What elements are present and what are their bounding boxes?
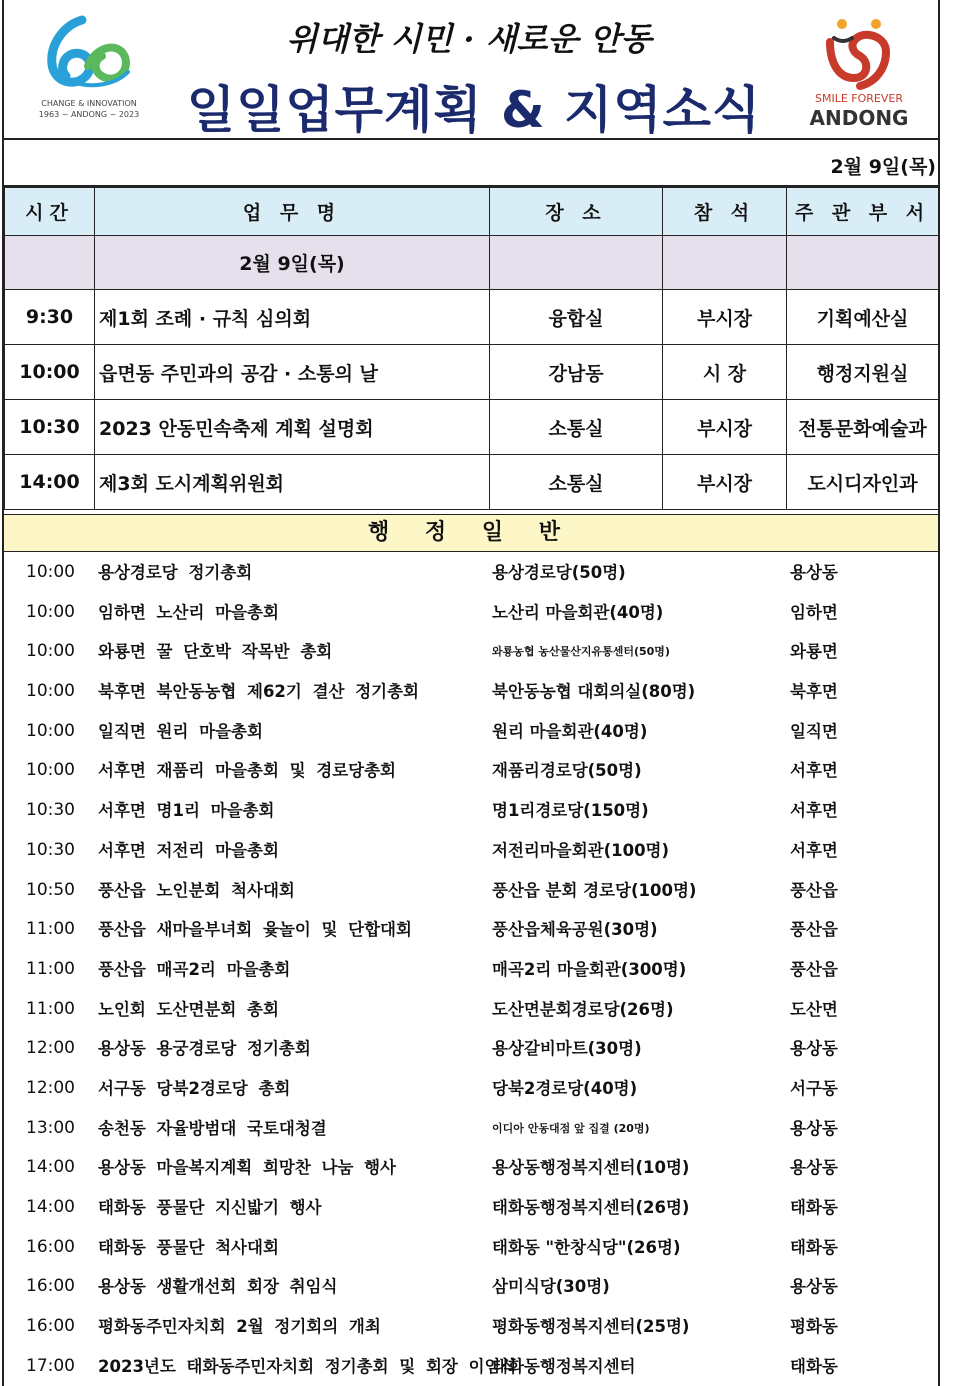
item-time: 10:00 <box>26 641 75 662</box>
item-dept: 임하면 <box>790 602 838 622</box>
item-dept: 서후면 <box>790 801 838 821</box>
row-attend: 시 장 <box>663 345 787 400</box>
item-dept: 태화동 <box>790 1356 838 1376</box>
item-time: 16:00 <box>26 1316 75 1337</box>
list-item <box>4 1148 938 1188</box>
item-place: 도산면분회경로당(26명) <box>492 999 674 1019</box>
item-name: 용상경로당 정기총회 <box>98 563 253 582</box>
item-dept: 와룡면 <box>790 642 838 662</box>
table-row <box>5 345 939 400</box>
logo-caption-line-1: CHANGE & INNOVATION <box>41 99 137 108</box>
header <box>4 0 938 140</box>
item-place: 매곡2리 마을회관(300명) <box>492 959 687 979</box>
item-place: 재품리경로당(50명) <box>492 761 642 781</box>
item-place: 이디아 안동대점 앞 집결 (20명) <box>492 1121 650 1135</box>
item-time: 10:30 <box>26 800 75 821</box>
item-dept: 태화동 <box>790 1198 838 1217</box>
logo-caption-line-2: 1963 ~ ANDONG ~ 2023 <box>38 110 140 119</box>
logo-caption <box>34 98 144 120</box>
day-cell-empty <box>663 236 787 290</box>
item-place: 태화동 "한창식당"(26명) <box>492 1237 681 1257</box>
header-time: 시간 <box>5 188 95 236</box>
item-dept: 용상동 <box>790 1277 838 1297</box>
item-place: 풍산읍 분회 경로당(100명) <box>492 880 697 900</box>
item-place: 명1리경로당(150명) <box>492 801 649 821</box>
item-time: 13:00 <box>26 1117 75 1138</box>
list-item <box>4 1267 938 1307</box>
item-time: 14:00 <box>26 1157 75 1178</box>
list-item <box>4 751 938 791</box>
item-name: 와룡면 꿀 단호박 작목반 총회 <box>98 642 333 662</box>
table-row <box>5 400 939 455</box>
item-name: 노인회 도산면분회 총회 <box>98 999 279 1019</box>
list-item <box>4 632 938 672</box>
item-name: 북후면 북안동농협 제62기 결산 정기총회 <box>98 682 419 702</box>
item-place: 평화동행정복지센터(25명) <box>492 1317 690 1337</box>
item-dept: 풍산읍 <box>790 959 838 979</box>
item-name: 풍산읍 노인분회 척사대회 <box>98 880 295 900</box>
item-place: 와룡농협 농산물산지유통센터(50명) <box>492 645 670 659</box>
smile-andong-icon <box>804 12 914 92</box>
list-item <box>4 553 938 593</box>
item-name: 태화동 풍물단 지신밟기 행사 <box>98 1198 322 1217</box>
item-dept: 용상동 <box>790 1039 838 1059</box>
row-attend: 부시장 <box>663 290 787 345</box>
item-time: 11:00 <box>26 919 75 940</box>
list-item <box>4 831 938 871</box>
item-name: 서구동 당북2경로당 총회 <box>98 1078 291 1098</box>
item-place: 원리 마을회관(40명) <box>492 721 648 741</box>
list-item <box>4 712 938 752</box>
row-dept: 도시디자인과 <box>787 455 939 510</box>
list-item <box>4 950 938 990</box>
sixty-icon <box>34 12 144 98</box>
item-dept: 용상동 <box>790 1118 838 1138</box>
item-place: 용상동행정복지센터(10명) <box>492 1158 690 1178</box>
item-name: 서후면 명1리 마을총회 <box>98 801 275 821</box>
item-name: 일직면 원리 마을총회 <box>98 721 263 741</box>
item-place: 태화동행정복지센터 <box>492 1356 636 1376</box>
item-name: 태화동 풍물단 척사대회 <box>98 1237 279 1257</box>
row-attend: 부시장 <box>663 400 787 455</box>
item-dept: 일직면 <box>790 721 838 741</box>
item-place: 북안동농협 대회의실(80명) <box>492 682 696 702</box>
item-time: 10:00 <box>26 720 75 741</box>
item-dept: 용상동 <box>790 563 838 582</box>
item-place: 당북2경로당(40명) <box>492 1078 638 1098</box>
item-name: 임하면 노산리 마을총회 <box>98 602 279 622</box>
item-name: 평화동주민자치회 2월 정기회의 개최 <box>98 1317 381 1337</box>
item-dept: 서후면 <box>790 840 838 860</box>
row-task: 제3회 도시계획위원회 <box>95 455 490 510</box>
item-time: 16:00 <box>26 1236 75 1257</box>
item-dept: 풍산읍 <box>790 920 838 940</box>
list-item <box>4 871 938 911</box>
item-place: 삼미식당(30명) <box>492 1277 610 1297</box>
item-dept: 도산면 <box>790 999 838 1019</box>
row-task: 읍면동 주민과의 공감 · 소통의 날 <box>95 345 490 400</box>
item-time: 10:00 <box>26 760 75 781</box>
table-row <box>5 290 939 345</box>
list-item <box>4 1069 938 1109</box>
header-dept: 주 관 부 서 <box>787 188 939 236</box>
document-date: 2월 9일(목) <box>830 156 936 178</box>
day-label: 2월 9일(목) <box>95 236 490 290</box>
list-item <box>4 1109 938 1149</box>
item-name: 용상동 용궁경로당 정기총회 <box>98 1039 311 1059</box>
day-cell-empty <box>5 236 95 290</box>
item-dept: 북후면 <box>790 682 838 702</box>
item-time: 10:30 <box>26 839 75 860</box>
row-dept: 전통문화예술과 <box>787 400 939 455</box>
row-dept: 행정지원실 <box>787 345 939 400</box>
list-item <box>4 1228 938 1268</box>
row-time: 14:00 <box>5 455 95 510</box>
item-name: 2023년도 태화동주민자치회 정기총회 및 회장 이임식 <box>98 1356 517 1376</box>
list-item <box>4 990 938 1030</box>
item-time: 12:00 <box>26 1038 75 1059</box>
item-place: 용상갈비마트(30명) <box>492 1039 642 1059</box>
item-name: 송천동 자율방범대 국토대청결 <box>98 1118 327 1138</box>
section-title: 행 정 일 반 <box>4 514 938 552</box>
logo-right-caption-1: SMILE FOREVER <box>815 92 903 105</box>
row-place: 소통실 <box>490 400 663 455</box>
schedule-table <box>4 187 939 510</box>
list-item <box>4 593 938 633</box>
row-time: 10:30 <box>5 400 95 455</box>
item-dept: 서구동 <box>790 1078 838 1098</box>
item-place: 노산리 마을회관(40명) <box>492 602 664 622</box>
document-page <box>2 0 940 1386</box>
item-time: 10:50 <box>26 879 75 900</box>
item-name: 서후면 재품리 마을총회 및 경로당총회 <box>98 761 397 781</box>
row-place: 강남동 <box>490 345 663 400</box>
day-cell-empty <box>787 236 939 290</box>
row-attend: 부시장 <box>663 455 787 510</box>
item-time: 17:00 <box>26 1355 75 1376</box>
item-place: 풍산읍체육공원(30명) <box>492 920 658 940</box>
item-place: 저전리마을회관(100명) <box>492 840 670 860</box>
item-place: 용상경로당(50명) <box>492 563 626 582</box>
header-attend: 참 석 <box>663 188 787 236</box>
slogan: 위대한 시민 · 새로운 안동 <box>286 20 652 58</box>
list-item <box>4 1347 938 1386</box>
list-item <box>4 1307 938 1347</box>
table-row <box>5 455 939 510</box>
item-name: 풍산읍 새마을부녀회 윷놀이 및 단합대회 <box>98 920 412 940</box>
item-name: 서후면 저전리 마을총회 <box>98 840 279 860</box>
anniversary-60-logo <box>34 12 144 127</box>
day-row <box>5 236 939 290</box>
row-dept: 기획예산실 <box>787 290 939 345</box>
row-place: 융합실 <box>490 290 663 345</box>
item-time: 16:00 <box>26 1276 75 1297</box>
item-dept: 풍산읍 <box>790 880 838 900</box>
item-name: 용상동 생활개선회 회장 취임식 <box>98 1277 338 1297</box>
item-time: 10:00 <box>26 681 75 702</box>
item-dept: 평화동 <box>790 1317 838 1337</box>
item-name: 풍산읍 매곡2리 마을총회 <box>98 959 291 979</box>
list-item <box>4 791 938 831</box>
row-place: 소통실 <box>490 455 663 510</box>
list-item <box>4 1029 938 1069</box>
day-cell-empty <box>490 236 663 290</box>
row-time: 10:00 <box>5 345 95 400</box>
admin-list <box>4 553 938 1386</box>
logo-right-caption-2: ANDONG <box>809 106 909 130</box>
item-dept: 용상동 <box>790 1158 838 1178</box>
item-time: 11:00 <box>26 998 75 1019</box>
header-task: 업 무 명 <box>95 188 490 236</box>
list-item <box>4 1188 938 1228</box>
item-dept: 서후면 <box>790 761 838 781</box>
date-line <box>4 140 938 187</box>
table-header-row <box>5 188 939 236</box>
smile-andong-logo <box>804 12 914 130</box>
item-name: 용상동 마을복지계획 희망찬 나눔 행사 <box>98 1158 397 1178</box>
list-item <box>4 910 938 950</box>
list-item <box>4 672 938 712</box>
page-title: 일일업무계획 & 지역소식 <box>186 81 762 139</box>
header-place: 장 소 <box>490 188 663 236</box>
row-task: 제1회 조례 · 규칙 심의회 <box>95 290 490 345</box>
row-time: 9:30 <box>5 290 95 345</box>
item-time: 10:00 <box>26 601 75 622</box>
item-place: 태화동행정복지센터(26명) <box>492 1198 690 1217</box>
item-time: 11:00 <box>26 958 75 979</box>
row-task: 2023 안동민속축제 계획 설명회 <box>95 400 490 455</box>
item-dept: 태화동 <box>790 1237 838 1257</box>
item-time: 10:00 <box>26 562 75 582</box>
item-time: 14:00 <box>26 1197 75 1217</box>
item-time: 12:00 <box>26 1077 75 1098</box>
